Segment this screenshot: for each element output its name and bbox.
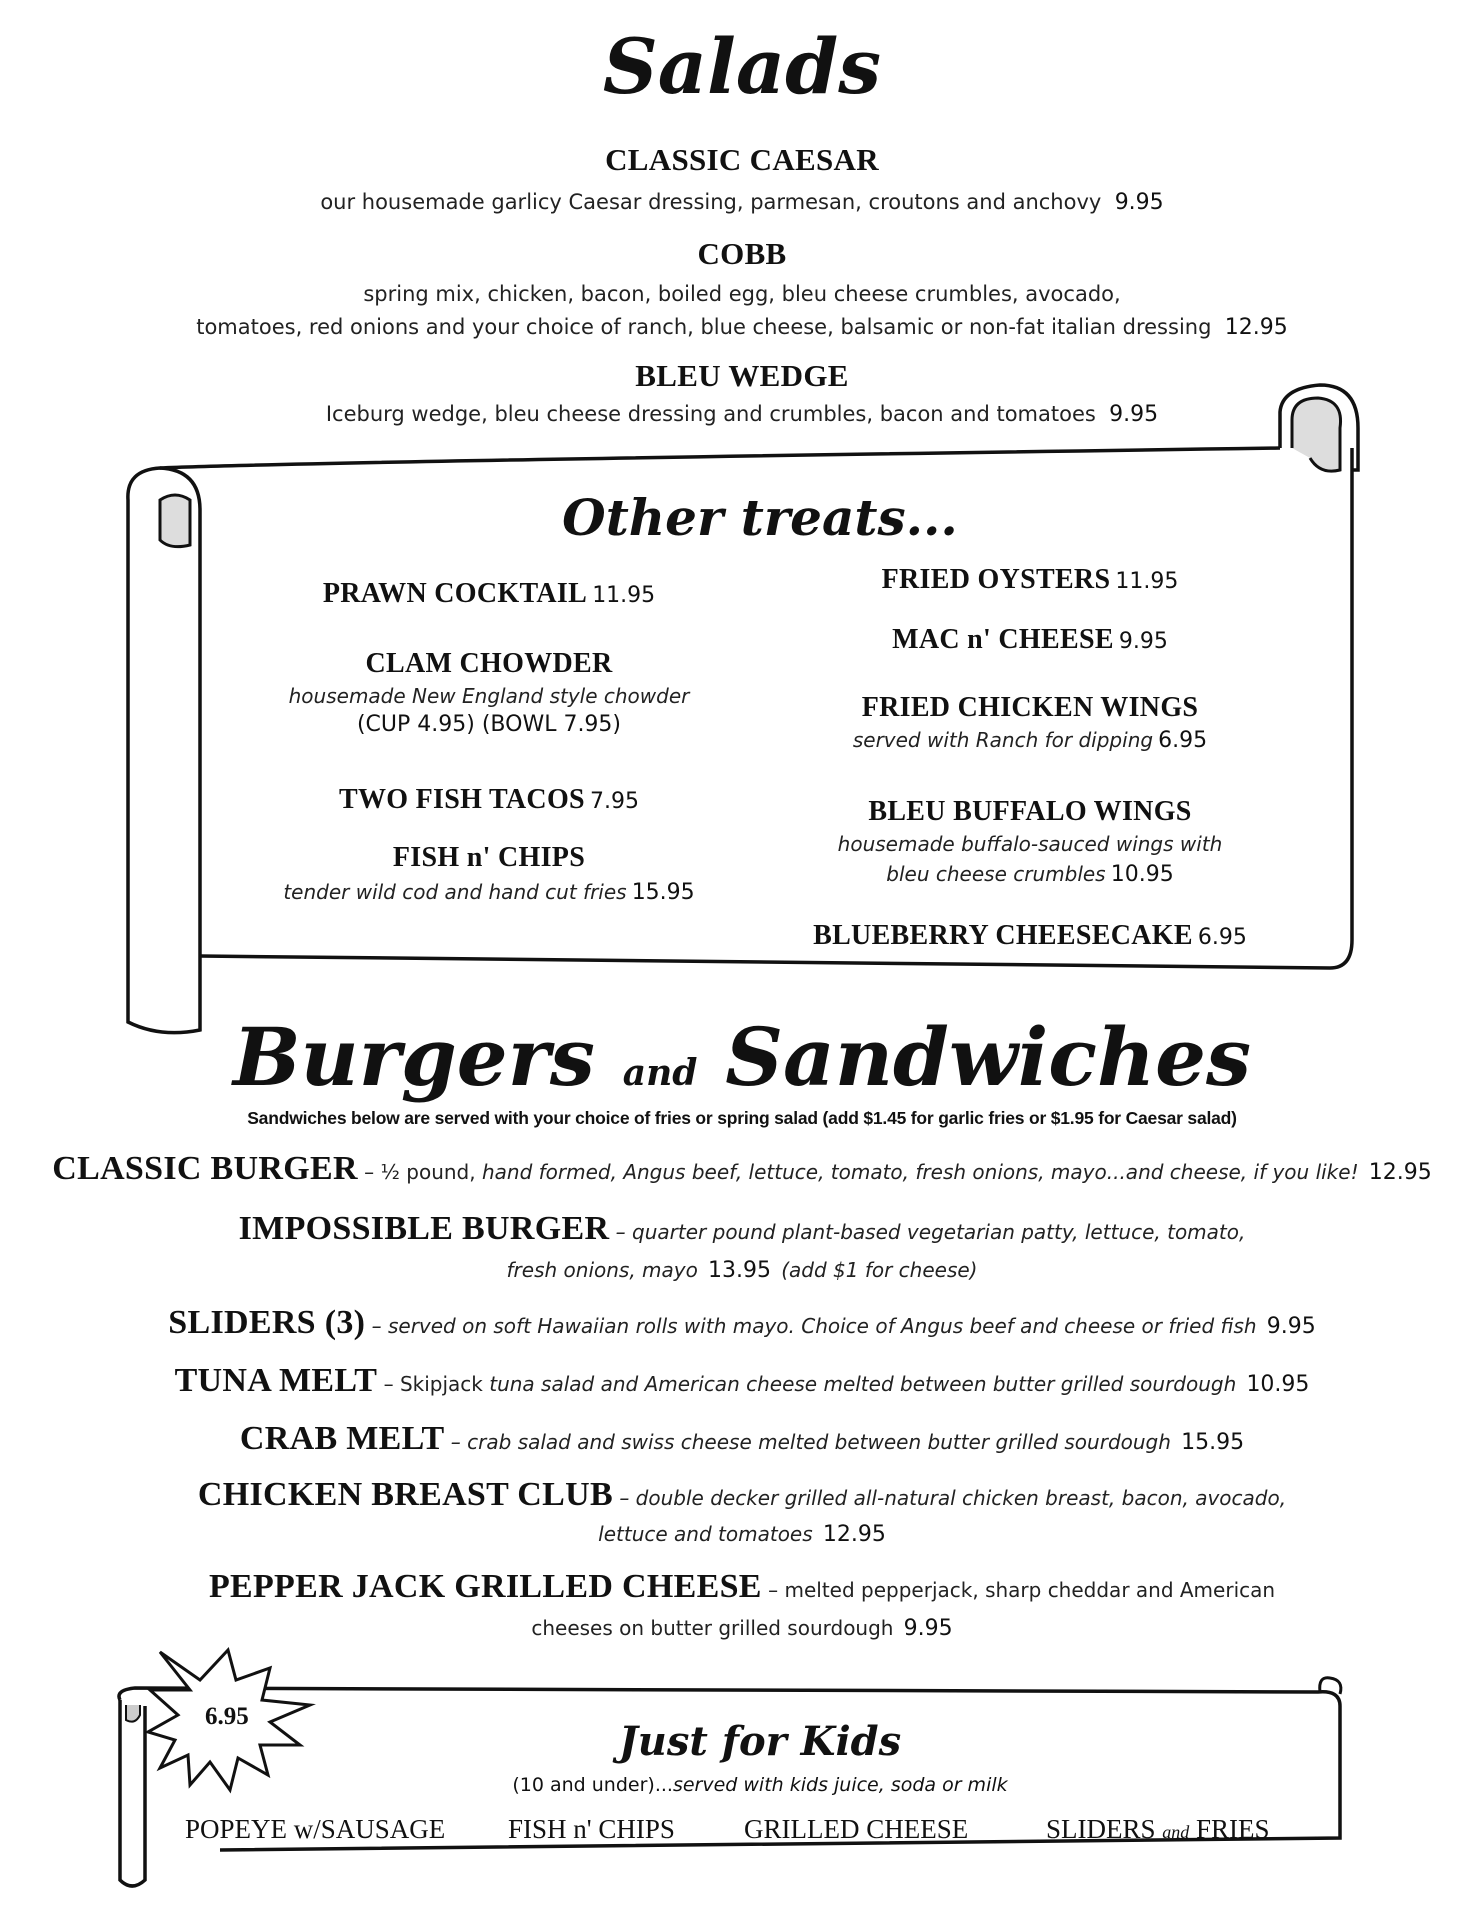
treat-name: TWO FISH TACOS (339, 784, 585, 815)
treat-fish-n-chips (254, 842, 724, 905)
burger-name: TUNA MELT (174, 1362, 378, 1399)
treat-price: 11.95 (1115, 569, 1179, 594)
burgers-heading (0, 1010, 1484, 1104)
burgers-heading-and: and (622, 1052, 698, 1094)
burger-chicken-breast-club-line2 (0, 1522, 1484, 1547)
burger-sliders (0, 1304, 1484, 1342)
kids-item-text: FRIES (1189, 1814, 1270, 1844)
burger-name: CHICKEN BREAST CLUB (197, 1476, 613, 1513)
burger-price: 9.95 (903, 1616, 953, 1641)
burger-desc: – ½ pound, (357, 1160, 482, 1184)
burger-name: CLASSIC BURGER (52, 1150, 358, 1187)
burger-impossible-line2 (0, 1258, 1484, 1283)
burger-price: 10.95 (1246, 1372, 1310, 1397)
burger-name: CRAB MELT (239, 1420, 445, 1457)
burger-desc: – melted pepperjack, sharp cheddar and American (761, 1578, 1276, 1602)
salads-heading: Salads (602, 22, 882, 111)
kids-item-popeye: POPEYE w/SAUSAGE (185, 1814, 446, 1844)
burger-desc-italic: hand formed, Angus beef, lettuce, tomato, fresh onions, mayo...and cheese, if you like! (481, 1160, 1359, 1184)
treat-name: FRIED CHICKEN WINGS (861, 692, 1199, 723)
treat-desc: housemade buffalo-sauced wings with (837, 832, 1223, 856)
burger-name: PEPPER JACK GRILLED CHEESE (208, 1568, 762, 1605)
burger-extra: (add $1 for cheese) (781, 1258, 978, 1282)
treat-two-fish-tacos (254, 784, 724, 816)
treat-fried-chicken-wings (795, 692, 1265, 753)
salad-desc-text: tomatoes, red onions and your choice of ranch, blue cheese, balsamic or non-fat italian dressing (196, 315, 1212, 339)
burger-price: 9.95 (1266, 1314, 1316, 1339)
burger-price: 15.95 (1181, 1430, 1245, 1455)
treat-clam-chowder (254, 648, 724, 737)
salad-name-cobb: COBB (697, 236, 787, 271)
burgers-note: Sandwiches below are served with your choice of fries or spring salad (add $1.45 for garlic fries or $1.95 for Caesar salad) (247, 1108, 1237, 1128)
salad-desc-text: our housemade garlicy Caesar dressing, parmesan, croutons and anchovy (320, 190, 1102, 214)
treat-name: CLAM CHOWDER (365, 648, 613, 679)
burger-tuna-melt (0, 1362, 1484, 1400)
treat-desc-line (795, 728, 1265, 753)
salad-name-bleu-wedge: BLEU WEDGE (635, 358, 849, 393)
burger-desc-italic: – served on soft Hawaiian rolls with mayo. Choice of Angus beef and cheese or fried fish (365, 1314, 1257, 1338)
treat-price: 9.95 (1118, 629, 1168, 654)
kids-note-a: (10 and under)... (512, 1774, 673, 1796)
treat-price: 11.95 (592, 583, 656, 608)
treat-blueberry-cheesecake (795, 920, 1265, 952)
salad-desc-text: Iceburg wedge, bleu cheese dressing and crumbles, bacon and tomatoes (325, 402, 1096, 426)
burger-classic (0, 1150, 1484, 1188)
treat-desc: housemade New England style chowder (288, 684, 690, 708)
treat-desc: served with Ranch for dipping (852, 728, 1154, 752)
treat-name: MAC n' CHEESE (892, 624, 1114, 655)
burger-desc-italic: – double decker grilled all-natural chicken breast, bacon, avocado, (612, 1486, 1287, 1510)
burger-pepper-jack-line2 (0, 1616, 1484, 1641)
treat-desc: bleu cheese crumbles (886, 862, 1106, 886)
treat-name: PRAWN COCKTAIL (322, 578, 588, 609)
salad-name-classic-caesar: CLASSIC CAESAR (605, 142, 879, 177)
treat-price: 7.95 (590, 789, 639, 814)
treat-desc-line (254, 880, 724, 905)
treat-price-options: (CUP 4.95) (BOWL 7.95) (356, 712, 622, 737)
burger-desc-italic: – crab salad and swiss cheese melted between butter grilled sourdough (444, 1430, 1171, 1454)
treat-price: 6.95 (1197, 925, 1247, 950)
treat-fried-oysters (795, 564, 1265, 596)
burger-pepper-jack (0, 1568, 1484, 1606)
kids-item-sliders-fries (1046, 1814, 1270, 1845)
salad-desc-cobb-line1: spring mix, chicken, bacon, boiled egg, bleu cheese crumbles, avocado, (363, 282, 1121, 306)
kids-item-grilled-cheese: GRILLED CHEESE (744, 1814, 969, 1844)
burgers-heading-a: Burgers (232, 1010, 595, 1104)
treat-bleu-buffalo-wings (795, 796, 1265, 887)
burger-desc-italic: tuna salad and American cheese melted between butter grilled sourdough (489, 1372, 1237, 1396)
treat-desc-line (795, 862, 1265, 887)
other-treats-heading: Other treats... (562, 488, 958, 547)
burger-price: 12.95 (1368, 1160, 1432, 1185)
kids-note-b: served with kids juice, soda or milk (672, 1774, 1008, 1796)
burger-name: SLIDERS (3) (168, 1304, 366, 1341)
burgers-heading-b: Sandwiches (725, 1010, 1252, 1104)
burger-chicken-breast-club (0, 1476, 1484, 1514)
treat-name: FISH n' CHIPS (392, 842, 586, 873)
burger-desc-italic: – quarter pound plant-based vegetarian patty, lettuce, tomato, (609, 1220, 1246, 1244)
burger-name: IMPOSSIBLE BURGER (238, 1210, 610, 1247)
kids-item-text: SLIDERS (1046, 1814, 1163, 1844)
salad-price: 12.95 (1224, 315, 1288, 340)
kids-price-badge: 6.95 (205, 1703, 249, 1730)
salad-price: 9.95 (1114, 190, 1164, 215)
burger-desc: cheeses on butter grilled sourdough (531, 1616, 894, 1640)
treat-name: BLEU BUFFALO WINGS (868, 796, 1192, 827)
treat-price: 15.95 (631, 880, 695, 905)
kids-heading: Just for Kids (618, 1718, 902, 1765)
treat-price: 10.95 (1110, 862, 1174, 887)
treat-name: FRIED OYSTERS (881, 564, 1111, 595)
kids-item-fish-n-chips: FISH n' CHIPS (508, 1814, 675, 1844)
burger-impossible (0, 1210, 1484, 1248)
burger-price: 13.95 (708, 1258, 772, 1283)
burger-desc: – Skipjack (377, 1372, 490, 1396)
salad-price: 9.95 (1109, 402, 1159, 427)
treat-mac-n-cheese (795, 624, 1265, 656)
treat-price: 6.95 (1158, 728, 1208, 753)
burger-desc-italic: lettuce and tomatoes (598, 1522, 813, 1546)
burger-desc-italic: fresh onions, mayo (506, 1258, 698, 1282)
treat-name: BLUEBERRY CHEESECAKE (813, 920, 1193, 951)
kids-item-and: and (1162, 1822, 1190, 1842)
burger-price: 12.95 (822, 1522, 886, 1547)
burger-crab-melt (0, 1420, 1484, 1458)
treat-prawn-cocktail (254, 578, 724, 610)
kids-note (440, 1774, 1080, 1796)
treat-desc: tender wild cod and hand cut fries (283, 880, 627, 904)
